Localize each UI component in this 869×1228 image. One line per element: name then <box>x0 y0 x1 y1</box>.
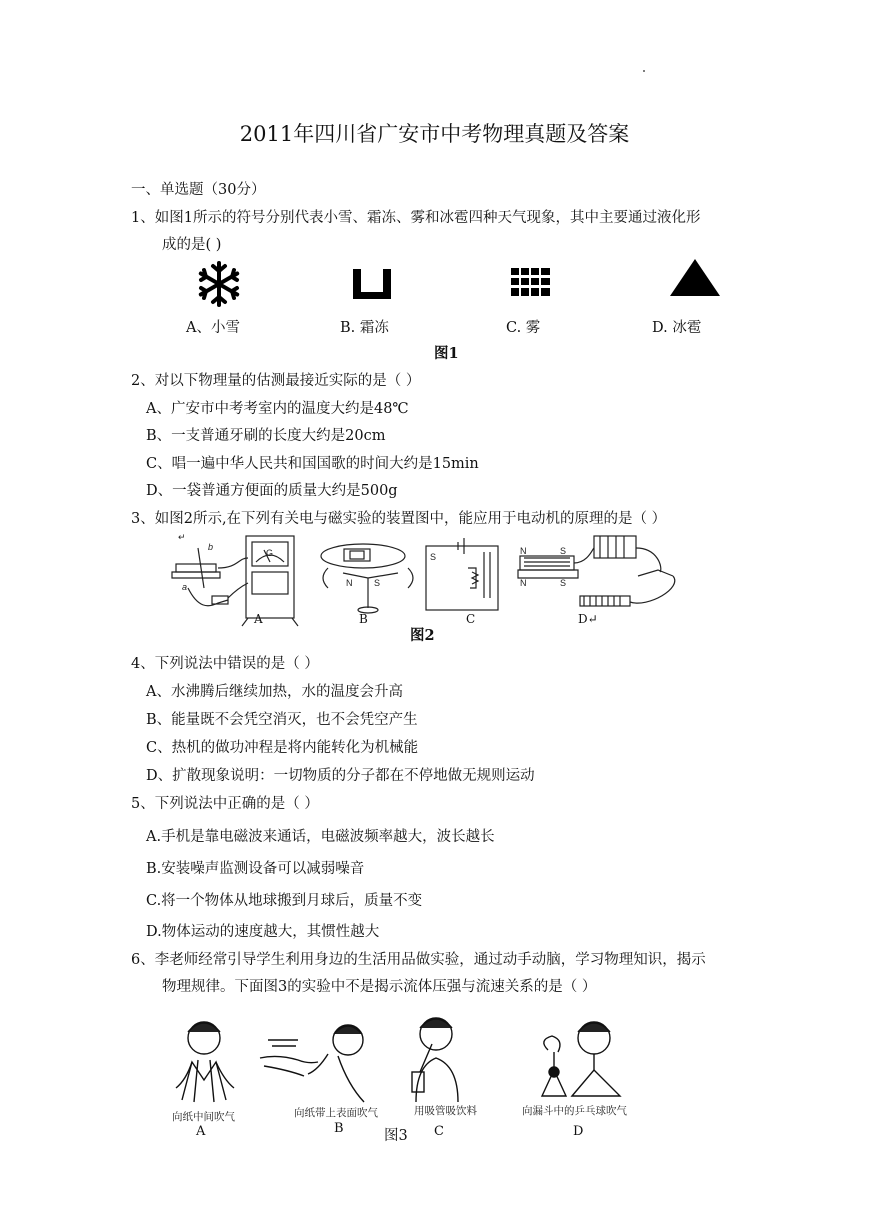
figure-1-caption: 图1 <box>434 345 459 362</box>
diagram-label-b: b <box>208 542 214 552</box>
q6-label-b: B <box>334 1121 344 1136</box>
diagram-label-galvanometer: G <box>266 548 274 558</box>
electromagnetism-diagrams <box>168 528 688 628</box>
q5-option-b: B.安装噪声监测设备可以减弱噪音 <box>146 861 365 877</box>
q2-stem: 2、对以下物理量的估测最接近实际的是（ ） <box>131 373 421 389</box>
q6-caption-a: 向纸中间吹气 <box>172 1111 235 1123</box>
q4-option-a: A、水沸腾后继续加热，水的温度会升高 <box>146 684 403 700</box>
q3-label-c: C <box>466 612 476 626</box>
diagram-label-a-wire: a <box>182 582 188 592</box>
q1-label-a: A、小雪 <box>186 320 240 336</box>
q1-label-d: D. 冰雹 <box>652 320 702 336</box>
hail-icon <box>669 258 721 298</box>
section-heading: 一、单选题（30分） <box>131 182 266 198</box>
frost-icon <box>351 267 393 301</box>
snowflake-icon <box>195 260 243 308</box>
diagram-label-d-north: N <box>520 546 527 556</box>
diagram-label-d-north2: N <box>520 578 527 588</box>
page-dot <box>643 70 645 72</box>
q1-label-c: C. 雾 <box>506 320 541 336</box>
figure-2-caption: 图2 <box>410 627 435 644</box>
q2-option-b: B、一支普通牙刷的长度大约是20cm <box>146 428 386 444</box>
q3-label-a: A <box>254 612 263 626</box>
diagram-label-d-south2: S <box>560 546 567 556</box>
q2-option-d: D、一袋普通方便面的质量大约是500g <box>146 483 398 499</box>
q6-label-a: A <box>196 1124 206 1139</box>
q6-caption-c: 用吸管吸饮料 <box>414 1105 477 1117</box>
diagram-label-b-north: N <box>346 578 353 588</box>
q1-stem-line1: 1、如图1所示的符号分别代表小雪、霜冻、雾和冰雹四种天气现象，其中主要通过液化形 <box>131 210 701 226</box>
q3-label-d: D↵ <box>578 612 598 626</box>
q5-stem: 5、下列说法中正确的是（ ） <box>131 796 319 812</box>
q6-stem-line2: 物理规律。下面图3的实验中不是揭示流体压强与流速关系的是（ ） <box>162 979 597 995</box>
diagram-label-return: ↵ <box>178 532 186 542</box>
q1-label-b: B. 霜冻 <box>340 320 389 336</box>
figure-3-caption: 图3 <box>384 1128 408 1144</box>
q5-option-a: A.手机是靠电磁波来通话，电磁波频率越大，波长越长 <box>146 829 495 845</box>
q5-option-d: D.物体运动的速度越大，其惯性越大 <box>146 924 380 940</box>
q6-label-c: C <box>434 1124 444 1139</box>
q6-caption-b: 向纸带上表面吹气 <box>294 1107 378 1119</box>
q4-option-b: B、能量既不会凭空消灭，也不会凭空产生 <box>146 712 418 728</box>
q3-label-b: B <box>359 612 368 626</box>
q4-option-c: C、热机的做功冲程是将内能转化为机械能 <box>146 740 419 756</box>
q6-label-d: D <box>573 1124 584 1139</box>
q2-option-a: A、广安市中考考室内的温度大约是48℃ <box>146 401 409 417</box>
fluid-experiment-illustrations <box>168 1010 658 1123</box>
diagram-label-b-south: S <box>374 578 381 588</box>
q6-stem-line1: 6、李老师经常引导学生利用身边的生活用品做实验，通过动手动脑，学习物理知识，揭示 <box>131 952 706 968</box>
q6-caption-d: 向漏斗中的乒乓球吹气 <box>522 1105 627 1117</box>
diagram-label-d-south: S <box>560 578 567 588</box>
q3-stem: 3、如图2所示,在下列有关电与磁实验的装置图中，能应用于电动机的原理的是（ ） <box>131 511 667 527</box>
q4-stem: 4、下列说法中错误的是（ ） <box>131 656 319 672</box>
q1-stem-line2: 成的是( ) <box>162 237 222 253</box>
diagram-label-c-switch: S <box>430 552 437 562</box>
q2-option-c: C、唱一遍中华人民共和国国歌的时间大约是15min <box>146 456 479 472</box>
fog-icon <box>511 268 551 298</box>
q5-option-c: C.将一个物体从地球搬到月球后，质量不变 <box>146 893 423 909</box>
q4-option-d: D、扩散现象说明：一切物质的分子都在不停地做无规则运动 <box>146 768 535 784</box>
page-title: 2011年四川省广安市中考物理真题及答案 <box>239 122 630 146</box>
